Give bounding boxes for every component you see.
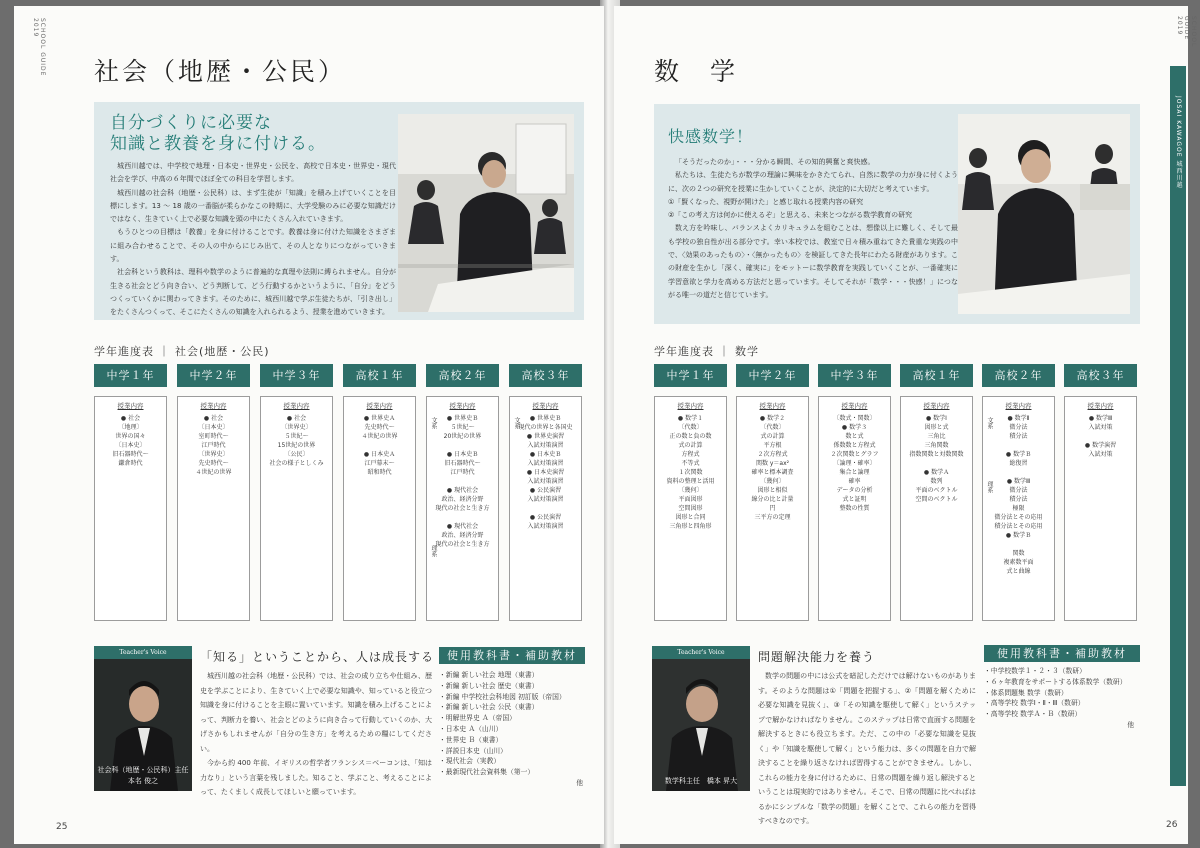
intro-paragraph: 私たちは、生徒たちが数学の理論に興味をかきたてられ、自然に数学の力が身に付くように、次の２つの研究を授業に生かしていくことが、決定的に大切だと考えています。 (668, 171, 958, 193)
grade-header: 中学２年 (177, 364, 250, 387)
grade-header: 中学３年 (818, 364, 891, 387)
course-line: ● 数学Ｂ (1005, 451, 1032, 458)
book-item: ・新編 新しい社会 地理（東書） (439, 671, 539, 679)
book-item: ・高等学校 数学Ⅰ・Ⅱ・Ⅲ（数研） (984, 699, 1085, 708)
course-line: ● 公民演習 (529, 514, 562, 521)
course-line: 旧石器時代～ (112, 451, 149, 458)
course-line: ● 数学Ｂ (1005, 532, 1032, 539)
course-line: 現代の社会と生き方 (435, 505, 490, 512)
side-tab (1170, 66, 1186, 786)
course-line: 政治、経済分野 (441, 496, 484, 503)
course-line: 式と証明 (842, 496, 867, 503)
course-column (736, 396, 809, 621)
intro-text (110, 160, 396, 320)
book-item: ・世界史 Ｂ（東書） (439, 735, 503, 744)
book-item: ・日本史 Ａ（山川） (439, 724, 503, 733)
book-item: ・最新現代社会資料集（第一） (439, 768, 535, 777)
course-line: 〔世界史〕 (198, 451, 229, 458)
course-line: ● 現代社会 (446, 523, 479, 530)
intro-paragraph: 「そうだったのか」・・・分かる瞬間、その知的興奮と爽快感。 (675, 158, 875, 166)
course-line: 世界の国々 (115, 433, 146, 440)
course-line: 三角形と四角形 (669, 523, 712, 530)
course-line: 式の計算 (760, 433, 785, 440)
column-title: 授業内容 (117, 402, 144, 410)
course-line: 三角比 (927, 433, 946, 440)
bunkei-tag: 文系 (986, 417, 993, 429)
book-item: ・詳説日本史（山川） (439, 746, 507, 755)
course-line: 平面図形 (678, 496, 703, 503)
course-line: ２次方程式 (757, 451, 788, 458)
bunkei-tag: 文系 (430, 417, 437, 429)
course-line: 数と式 (845, 433, 864, 440)
course-line: ● 社会 (120, 415, 141, 422)
course-line: 15世紀の世界 (277, 442, 316, 449)
course-column (900, 396, 973, 621)
course-line: ● 世界史Ａ (363, 415, 396, 422)
intro-heading: 快感数学！ (668, 127, 754, 146)
classroom-photo (958, 114, 1130, 314)
running-head: SCHOOL GUIDE 2019 (32, 18, 46, 77)
course-line: ● 数学演習 (1084, 442, 1117, 449)
course-line: 入試対策 (1088, 424, 1113, 431)
course-line: 整数の性質 (839, 505, 870, 512)
course-line: 総復習 (1009, 460, 1028, 467)
column-title: 授業内容 (841, 402, 868, 410)
intro-paragraph: ②「この考え方は何かに使えるぞ」と思える、未来とつながる数学教育の研究 (668, 211, 913, 220)
course-line: ● 数学２ (759, 415, 786, 422)
course-line: 入試対策演習 (527, 478, 564, 485)
teacher-caption: 数学科主任 橋本 昇大 (664, 777, 738, 785)
course-line: ● 世界史Ｂ (446, 415, 479, 422)
course-line: 先史時代～ (364, 424, 395, 431)
course-line: 式と曲線 (1006, 568, 1031, 575)
intro-paragraph: 社会科という教科は、理科や数学のように普遍的な真理や法則に縛られません。自分が生きる社会とどう向き合い、どう判断して、どう行動するかというように、「自分」をどうつくっていくかに関わってきます。そのために、城西川越で学ぶ生徒たちが、「引き出し」をたくさんつくって、そこにたくさんの知識を入れられるよう、授業を進めていきます。 (110, 268, 396, 317)
course-line: 入試対策演習 (527, 496, 564, 503)
course-line (347, 441, 412, 450)
course-line (430, 513, 495, 522)
column-title: 授業内容 (759, 402, 786, 410)
course-line: 極限 (1012, 505, 1025, 512)
course-line: 現代の世界と各国史 (518, 424, 573, 431)
course-line: 入試対策演習 (527, 442, 564, 449)
course-line: 積分法 (1009, 496, 1028, 503)
column-title: 授業内容 (1005, 402, 1032, 410)
course-line: ● 数学Ⅱ (1007, 415, 1030, 422)
course-line: 複素数平面 (1003, 559, 1034, 566)
course-line: 先史時代～ (198, 460, 229, 467)
course-line: 微分法 (1009, 487, 1028, 494)
books-title: 使用教科書・補助教材 (439, 647, 585, 664)
intro-heading-1: 自分づくりに必要な (110, 113, 272, 133)
course-column (654, 396, 727, 621)
course-line: ● 社会 (286, 415, 307, 422)
course-line (986, 468, 1051, 477)
page-number: 25 (56, 822, 68, 832)
course-line: 〔地理〕 (118, 424, 143, 431)
course-line: 資料の整理と活用 (666, 478, 715, 485)
teachers-voice-label: Teacher's Voice (94, 646, 192, 659)
course-line: ２次関数とグラフ (830, 451, 879, 458)
course-line: 正の数と負の数 (669, 433, 712, 440)
course-line: データの分析 (836, 487, 873, 494)
running-head: JOSAI KAWAGOE 城西川越 (1175, 96, 1182, 189)
grade-header: 中学１年 (654, 364, 727, 387)
grade-header: 高校１年 (343, 364, 416, 387)
books-other: 他 (1127, 720, 1134, 729)
course-line: 積分法 (1009, 433, 1028, 440)
course-line: 平面のベクトル (915, 487, 958, 494)
book-item: ・中学校数学１・２・３（数研） (984, 667, 1086, 675)
books-list (984, 666, 1140, 731)
teacher-role: 社会科（地歴・公民科）主任 (97, 766, 189, 774)
column-title: 授業内容 (923, 402, 950, 410)
column-title: 授業内容 (1087, 402, 1114, 410)
book-item: ・新編 中学校社会科地図 初訂版（帝国） (439, 692, 566, 701)
rikei-tag: 理系 (986, 481, 993, 493)
course-line: 江戸幕末～ (364, 460, 395, 467)
schedule-grid (94, 364, 584, 624)
column-title: 授業内容 (283, 402, 310, 410)
column-title: 授業内容 (366, 402, 393, 410)
books-list (439, 670, 589, 789)
course-line: 〔代数〕 (760, 424, 785, 431)
course-line: ● 社会 (203, 415, 224, 422)
course-line (513, 504, 578, 513)
intro-paragraph: 数え方を吟味し、バランスよくカリキュラムを組むことは、想像以上に難しく、そして最も学校の独自性が出る部分です。幸い本校では、教室で日々積み重ねてきた貴重な実践の中で、〈効果のあったもの〉・〈無かったもの〉を検証してきた長年にわたる財産があります。この財産を生かし「深く、確実に」をモットーに数学教育を実践していくことが、一番確実に学習意欲と学力を高める方法だと思っています。そしてそれが「数学・・・快感！」につながる唯一の道だと信じています。 (668, 224, 958, 299)
course-line: 〔日本史〕 (115, 442, 146, 449)
course-line (1068, 432, 1133, 441)
course-line: 〔数式・関数〕 (833, 415, 876, 422)
course-line: 式の計算 (678, 442, 703, 449)
course-line: 江戸時代 (201, 442, 226, 449)
voice-paragraph: 数学の問題の中には公式を暗記しただけでは解けないものがあります。そのような問題は①「問題を把握する」、②「問題を解くために必要な知識を見抜く」、③「その知識を駆使して解く」というステップで解かなければなりません。このステップは日常で直面する問題を解決するときにも役立ちます。ただ、この中の「必要な知識を見抜く」や「知識を駆使して解く」という能力は、多くの問題を自力で解決することを繰り返さなければ習得することができません。しかし、これらの能力を身に付けるために、日常の問題を繰り返し解決するということは現実的ではありません。そこで、日常の問題に比べればはるかにシンプルな「数学の問題」を解くことで、これらの能力を習得すべきなのです。 (758, 672, 976, 825)
course-line: 政治、経済分野 (441, 532, 484, 539)
column-title: 授業内容 (677, 402, 704, 410)
course-line: ● 数学３ (841, 424, 868, 431)
course-line: ４世紀の世界 (361, 433, 398, 440)
schedule-title: 学年進度表 ｜ 社会(地歴・公民) (94, 345, 270, 358)
course-line: 室町時代～ (198, 433, 229, 440)
course-line: ● 日本史Ｂ (529, 451, 562, 458)
course-line: 入試対策 (1088, 451, 1113, 458)
course-line: 〔幾何〕 (678, 487, 703, 494)
course-line (430, 477, 495, 486)
teacher-photo (652, 646, 750, 791)
course-column (982, 396, 1055, 621)
course-line: 方程式 (681, 451, 700, 458)
column-title: 授業内容 (532, 402, 559, 410)
course-line: ● 日本史演習 (526, 469, 565, 476)
voice-text (758, 669, 976, 829)
course-line: ● 数学Ａ (923, 469, 950, 476)
column-title: 授業内容 (449, 402, 476, 410)
course-column (343, 396, 416, 621)
intro-paragraph: 城西川越では、中学校で地理・日本史・世界史・公民を、高校で日本史・世界史・現代社会を学び、中高の６年間でほぼ全ての科目を学習します。 (110, 162, 396, 184)
grade-header: 高校２年 (426, 364, 499, 387)
course-line: 円 (769, 505, 776, 512)
grade-header: 高校３年 (1064, 364, 1137, 387)
teachers-voice-label: Teacher's Voice (652, 646, 750, 659)
page-title: 数 学 (654, 57, 739, 86)
book-item: ・新編 新しい社会 歴史（東書） (439, 681, 539, 690)
course-line: 数列 (930, 478, 943, 485)
book-item: ・現代社会（実教） (439, 757, 501, 766)
book-item: ・６ヶ年教育をサポートする体系数学（数研） (984, 677, 1127, 686)
course-column (260, 396, 333, 621)
course-line: 図形と相似 (757, 487, 788, 494)
teacher-name: 本名 俊之 (127, 777, 159, 785)
intro-paragraph: もうひとつの目標は「教養」を身に付けることです。教養は身に付けた知識をさまざまに組み合わせることで、その人の中からにじみ出て、その人となりにつながっていきます。 (110, 228, 396, 264)
course-line: ● 世界史演習 (526, 433, 565, 440)
books-title: 使用教科書・補助教材 (984, 645, 1140, 662)
course-line: ● 世界史Ｂ (529, 415, 562, 422)
course-line: 指数関数と対数関数 (909, 451, 964, 458)
book-item: ・新編 新しい社会 公民（東書） (439, 703, 539, 712)
course-line: 旧石器時代～ (444, 460, 481, 467)
schedule-title: 学年進度表 ｜ 数学 (654, 345, 759, 358)
course-line: 〔日本史〕 (198, 424, 229, 431)
course-line: 空間図形 (678, 505, 703, 512)
course-line: 〔幾何〕 (760, 478, 785, 485)
book-item: ・高等学校 数学Ａ・Ｂ（数研） (984, 710, 1082, 719)
course-column (94, 396, 167, 621)
course-line: 20世紀の世界 (443, 433, 482, 440)
course-line: ５世紀～ (284, 433, 309, 440)
grade-header: 中学３年 (260, 364, 333, 387)
course-line (904, 459, 969, 468)
course-line: ● 数学Ⅰ (926, 415, 947, 422)
course-column (1064, 396, 1137, 621)
course-line: 関数 (1012, 550, 1025, 557)
grade-header: 高校３年 (509, 364, 582, 387)
course-line: 空間のベクトル (915, 496, 958, 503)
book-item: ・明解世界史 Ａ（帝国） (439, 714, 516, 723)
course-column (818, 396, 891, 621)
left-page (14, 6, 604, 844)
course-line: 図形と式 (924, 424, 949, 431)
course-line: 不等式 (681, 460, 700, 467)
course-line: 図形と合同 (675, 514, 706, 521)
voice-heading: 問題解決能力を養う (758, 650, 876, 664)
course-line: 〔公民〕 (284, 451, 309, 458)
intro-text (668, 156, 958, 302)
course-line: ● 数学Ⅲ (1088, 415, 1113, 422)
book-item: ・体系問題集 数学（数研） (984, 688, 1068, 697)
page-title: 社会（地歴・公民） (94, 57, 347, 86)
intro-paragraph: ①「賢くなった、視野が開けた」と感じ取れる授業内容の研究 (668, 197, 864, 206)
rikei-tag: 理系 (430, 545, 437, 557)
intro-panel (654, 104, 1140, 324)
course-line: 関数 y＝ax² (755, 460, 790, 467)
course-line: ５世紀～ (450, 424, 475, 431)
right-page (614, 6, 1197, 844)
course-line: 入試対策演習 (527, 460, 564, 467)
course-line: 〔世界史〕 (281, 424, 312, 431)
grade-header: 高校２年 (982, 364, 1055, 387)
course-line: 三角関数 (924, 442, 949, 449)
course-line: 積分法とその応用 (994, 523, 1043, 530)
course-line: 確率 (848, 478, 861, 485)
course-line: 鎌倉時代 (118, 460, 143, 467)
classroom-photo (398, 114, 574, 312)
course-line: ● 公民演習 (529, 487, 562, 494)
books-other: 他 (576, 778, 583, 787)
intro-paragraph: 城西川越の社会科（地歴・公民科）は、まず生徒が「知識」を積み上げていくことを目標にします。13 ～ 18 歳の一番脳が柔らかなこの時期に、大学受験のみに必要な知識だけではなく、生きていく上で必要な知識を頭の中にたくさん入れていきます。 (110, 188, 396, 224)
course-line: 係数数と方程式 (833, 442, 876, 449)
course-line: 〔論理・確率〕 (833, 460, 876, 467)
course-line: 昭和時代 (367, 469, 392, 476)
course-line: 現代の社会と生き方 (435, 541, 490, 548)
course-line: ● 日本史Ｂ (446, 451, 479, 458)
course-line: 江戸時代 (450, 469, 475, 476)
course-line: ● 日本史Ａ (363, 451, 396, 458)
course-line: 微分法とその応用 (994, 514, 1043, 521)
grade-header: 高校１年 (900, 364, 973, 387)
course-line: １次関数 (678, 469, 703, 476)
course-line: 微分法 (1009, 424, 1028, 431)
course-line: ● 現代社会 (446, 487, 479, 494)
intro-heading-2: 知識と教養を身に付ける。 (110, 134, 326, 154)
course-line: ● 数学Ⅲ (1006, 478, 1031, 485)
course-line: 線分の比と計量 (751, 496, 794, 503)
course-line: ４世紀の世界 (195, 469, 232, 476)
column-title: 授業内容 (200, 402, 227, 410)
course-column (509, 396, 582, 621)
course-line: 平方根 (763, 442, 782, 449)
course-line (986, 441, 1051, 450)
teacher-photo (94, 646, 192, 791)
running-head-small: SCHOOL GUIDE 2019 (1176, 16, 1197, 48)
course-line: 社会の様子としくみ (269, 460, 324, 467)
page-number: 26 (1166, 820, 1178, 830)
course-line (430, 441, 495, 450)
course-line: 〔代数〕 (678, 424, 703, 431)
voice-text (200, 669, 432, 800)
voice-paragraph: 今から約 400 年前、イギリスの哲学者フランシス＝ベーコンは、「知は力なり」という言葉を残しました。知ること、学ぶこと、考えることによって、たくましく成長してほしいと願っています。 (200, 759, 432, 796)
course-line: 集合と論理 (839, 469, 870, 476)
voice-paragraph: 城西川越の社会科（地歴・公民科）では、社会の成り立ちや仕組み、歴史を学ぶことにより、生きていく上で必要な知識や、知っていると役立つ知識を身に付けることを主眼に置いています。知識を積み上げることによって、判断力を養い、社会とどのように向き合って行動していくのか、大げさかもしれませんが「自分の生き方」を考えるための糧にしてください。 (200, 672, 432, 753)
course-line: ● 数学１ (677, 415, 704, 422)
course-column (177, 396, 250, 621)
course-line: 入試対策演習 (527, 523, 564, 530)
schedule-grid (654, 364, 1140, 624)
voice-heading: 「知る」ということから、人は成長する (200, 650, 435, 664)
intro-panel (94, 102, 584, 320)
grade-header: 中学１年 (94, 364, 167, 387)
course-line: 三平方の定理 (754, 514, 791, 521)
bunkei-tag: 文系 (513, 417, 520, 429)
course-column (426, 396, 499, 621)
grade-header: 中学２年 (736, 364, 809, 387)
teacher-caption (94, 765, 192, 787)
course-line (986, 540, 1051, 549)
course-line: 確率と標本調査 (751, 469, 794, 476)
